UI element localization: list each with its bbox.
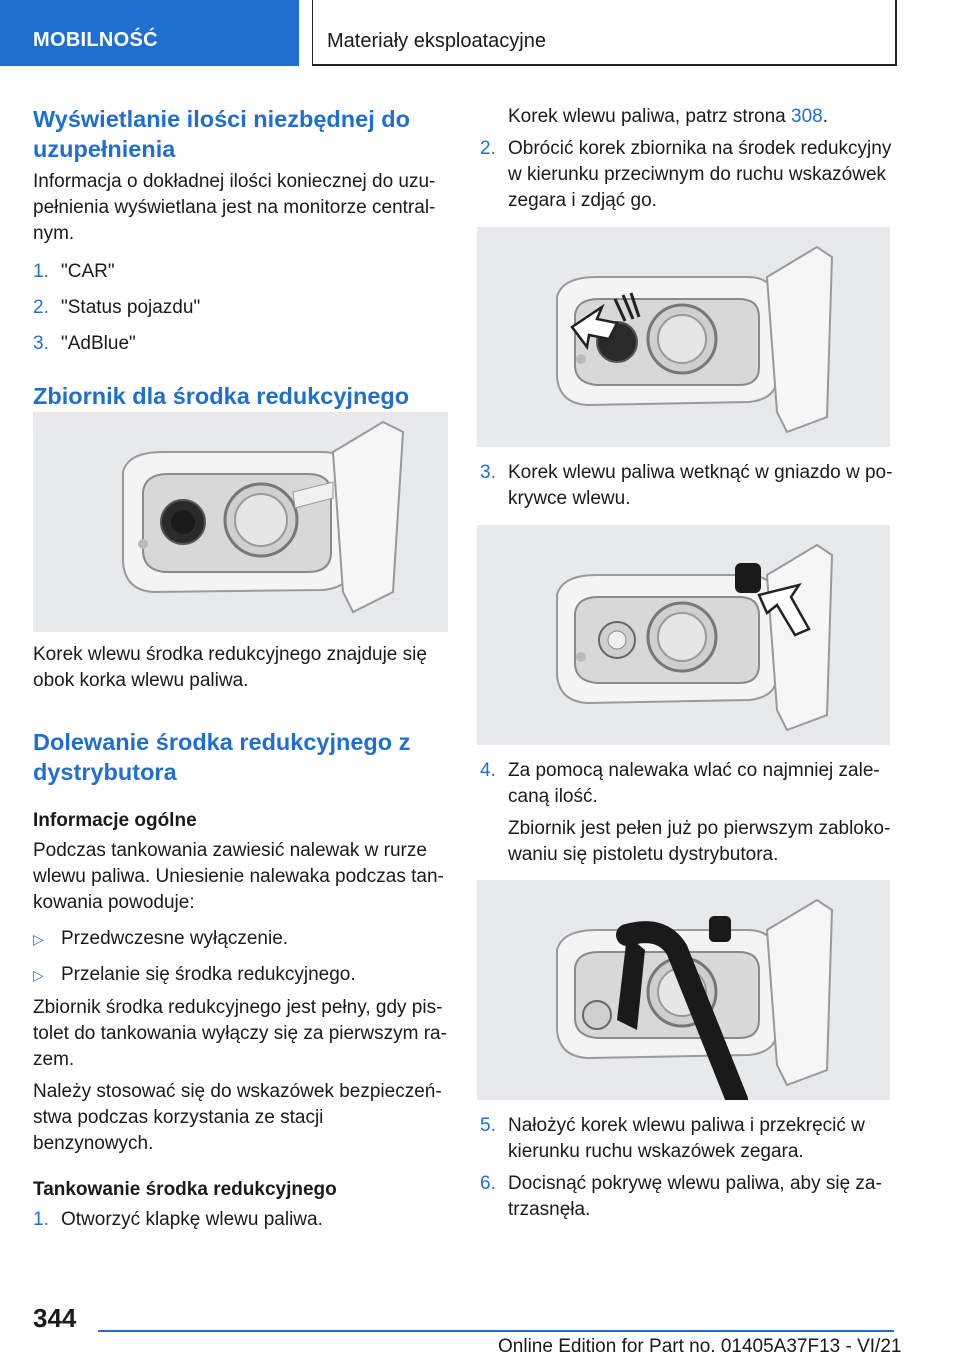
list-item [480,1113,895,1165]
photo-tank-filler [33,412,448,632]
list-item [33,331,448,357]
step-number: 3. [480,462,496,483]
list-item [480,758,895,810]
list-item [480,136,895,214]
right-column [480,100,895,214]
heading-display: Wyświetlanie ilości niezbędnej do uzupełnienia [33,106,410,162]
list-item [480,460,895,512]
chapter-title: Materiały eksploatacyjne [327,30,546,52]
right-column-step3 [480,460,895,512]
step-number: 4. [480,760,496,781]
left-column-lower [33,642,448,1233]
photo-nozzle [477,880,890,1100]
paragraph-general: Podczas tankowania zawiesić nalewak w rurze wlewu paliwa. Uniesienie nalewaka podczas tan-kowania powoduje: [33,840,444,913]
paragraph-cont [480,104,895,130]
section-title: MOBILNOŚĆ [33,29,158,51]
list-item [33,295,448,321]
footer-divider [98,1330,894,1332]
step-text: Docisnąć pokrywę wlewu paliwa, aby się za-trzasnęła. [508,1173,882,1220]
heading-tank: Zbiornik dla środka redukcyjnego [33,383,410,409]
bullet-text: Przelanie się środka redukcyjnego. [61,964,356,985]
paragraph-full: Zbiornik środka redukcyjnego jest pełny, gdy pis-tolet do tankowania wyłączy się za pierwszym ra-zem. [33,997,447,1070]
paragraph-step4: Zbiornik jest pełen już po pierwszym zabloko-waniu się pistoletu dystrybutora. [508,818,891,865]
step-number: 1. [33,1209,49,1230]
section-tab [0,0,299,66]
paragraph-safety: Należy stosować się do wskazówek bezpieczeń-stwa podczas korzystania ze stacji benzynowych. [33,1081,442,1154]
nozzle-illustration [477,880,890,1100]
cont-text: Korek wlewu paliwa, patrz strona [508,106,792,127]
steps-display [33,259,448,357]
page-link[interactable]: 308 [791,106,823,127]
step-number: 2. [33,297,49,318]
step-text: "Status pojazdu" [61,297,201,318]
list-item [33,926,448,952]
step-number: 3. [33,333,49,354]
cap-holder-illustration [477,525,890,745]
list-item [33,259,448,285]
chapter-header [312,0,897,66]
step-text: Otworzyć klapkę wlewu paliwa. [61,1209,323,1230]
step-text: Nałożyć korek wlewu paliwa i przekręcić w kierunku ruchu wskazówek zegara. [508,1115,865,1162]
step-number: 6. [480,1173,496,1194]
step-text: Korek wlewu paliwa wetknąć w gniazdo w po-krywce wlewu. [508,462,893,509]
edition-text: Online Edition for Part no. 01405A37F13 - VI/21 [498,1336,902,1357]
step-text: Obrócić korek zbiornika na środek redukcyjny w kierunku przeciwnym do ruchu wskazówek zegara i zdjąć go. [508,138,892,211]
right-column-step4 [480,758,895,868]
list-item [33,1207,448,1233]
page-number: 344 [33,1303,77,1333]
paragraph-tank: Korek wlewu środka redukcyjnego znajduje się obok korka wlewu paliwa. [33,644,427,691]
left-column [33,100,448,411]
triangle-bullet-icon: ▷ [33,931,44,947]
cont-end: . [822,106,828,127]
step-text: "CAR" [61,261,115,282]
step-number: 2. [480,138,496,159]
step-number: 5. [480,1115,496,1136]
step-text: "AdBlue" [61,333,136,354]
step-text: Za pomocą nalewaka wlać co najmniej zale-caną ilość. [508,760,880,807]
heading-general: Informacje ogólne [33,810,197,831]
fuel-filler-illustration [33,412,448,632]
step-number: 1. [33,261,49,282]
triangle-bullet-icon: ▷ [33,967,44,983]
list-item [33,962,448,988]
photo-cap-holder [477,525,890,745]
cap-removal-illustration [477,227,890,447]
paragraph-display: Informacja o dokładnej ilości koniecznej do uzu-pełnienia wyświetlana jest na monitorze central-nym. [33,171,436,244]
bullet-text: Przedwczesne wyłączenie. [61,928,289,949]
photo-turn-cap [477,227,890,447]
right-column-step5 [480,1113,895,1223]
heading-refill: Dolewanie środka redukcyjnego z dystrybutora [33,729,411,785]
heading-fuel: Tankowanie środka redukcyjnego [33,1179,337,1200]
list-item [480,1171,895,1223]
